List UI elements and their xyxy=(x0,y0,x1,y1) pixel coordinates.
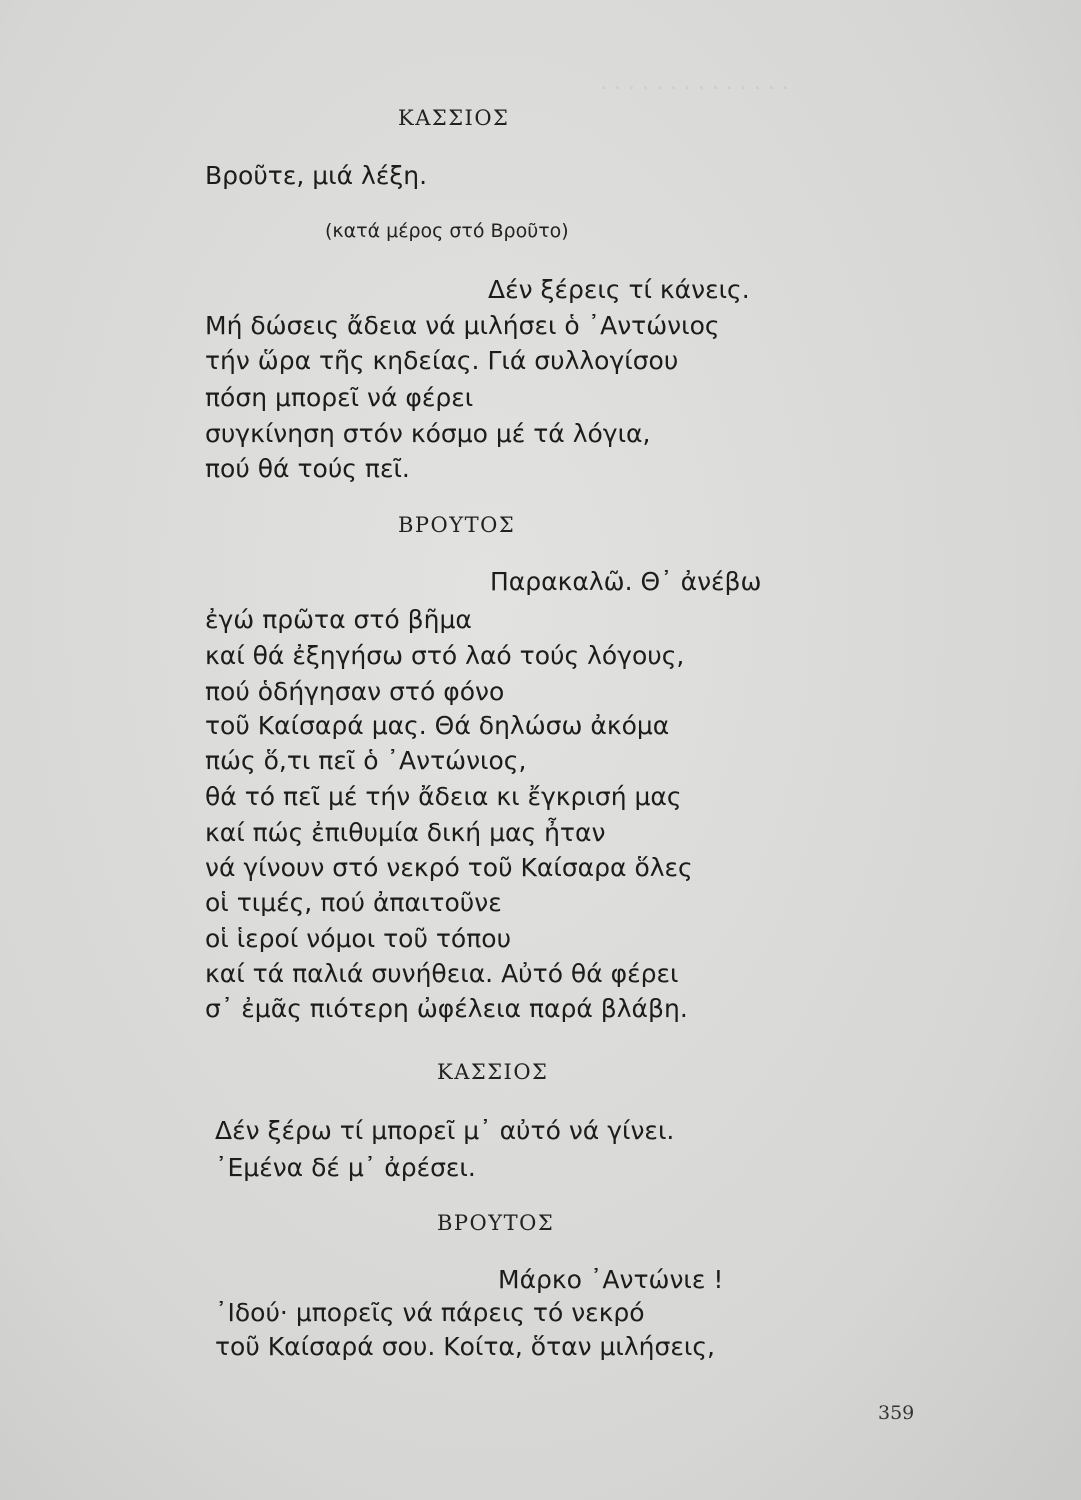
verse-line: ᾽Ιδού· μπορεῖς νά πάρεις τό νεκρό xyxy=(215,1298,645,1327)
speaker-brutus: ΒΡΟΥΤΟΣ xyxy=(398,513,516,537)
verse-line: Δέν ξέρω τί μπορεῖ μ᾽ αὐτό νά γίνει. xyxy=(215,1116,675,1145)
verse-line: θά τό πεῖ μέ τήν ἄδεια κι ἔγκρισή μας xyxy=(205,782,682,811)
verse-line: τοῦ Καίσαρά μας. Θά δηλώσω ἀκόμα xyxy=(205,711,670,740)
verse-line: πού θά τούς πεῖ. xyxy=(205,454,410,483)
verse-line: οἱ τιμές, πού ἀπαιτοῦνε xyxy=(205,888,502,917)
verse-line: οἱ ἱεροί νόμοι τοῦ τόπου xyxy=(205,924,512,953)
speaker-cassius: ΚΑΣΣΙΟΣ xyxy=(398,106,510,130)
speaker-cassius: ΚΑΣΣΙΟΣ xyxy=(437,1060,549,1084)
verse-line: πώς ὅ,τι πεῖ ὁ ᾽Αντώνιος, xyxy=(205,746,527,775)
verse-line: νά γίνουν στό νεκρό τοῦ Καίσαρα ὅλες xyxy=(205,853,693,882)
verse-line: πού ὁδήγησαν στό φόνο xyxy=(205,677,505,706)
verse-line: τοῦ Καίσαρά σου. Κοίτα, ὅταν μιλήσεις, xyxy=(215,1332,715,1361)
verse-line: ᾽Εμένα δέ μ᾽ ἀρέσει. xyxy=(215,1153,476,1182)
verse-line: Μή δώσεις ἄδεια νά μιλήσει ὁ ᾽Αντώνιος xyxy=(205,311,720,340)
verse-line: καί πώς ἐπιθυμία δική μας ἦταν xyxy=(205,818,606,847)
bleed-through-text: . . . . . . . . . . . . . . xyxy=(600,70,789,95)
verse-line: Δέν ξέρεις τί κάνεις. xyxy=(488,275,750,304)
verse-line: Μάρκο ᾽Αντώνιε ! xyxy=(498,1265,724,1294)
verse-line: Παρακαλῶ. Θ᾽ ἀνέβω xyxy=(490,567,762,596)
verse-line: ἐγώ πρῶτα στό βῆμα xyxy=(205,605,472,634)
verse-line: καί τά παλιά συνήθεια. Αὐτό θά φέρει xyxy=(205,959,679,988)
stage-direction: (κατά μέρος στό Βροῦτο) xyxy=(325,220,569,242)
verse-line: τήν ὥρα τῆς κηδείας. Γιά συλλογίσου xyxy=(205,346,679,375)
verse-line: πόση μπορεῖ νά φέρει xyxy=(205,383,474,412)
verse-line: σ᾽ ἐμᾶς πιότερη ὠφέλεια παρά βλάβη. xyxy=(205,994,688,1023)
speaker-brutus: ΒΡΟΥΤΟΣ xyxy=(437,1211,555,1235)
page-number: 359 xyxy=(878,1402,915,1424)
verse-line: καί θά ἐξηγήσω στό λαό τούς λόγους, xyxy=(205,641,685,670)
verse-line: Βροῦτε, μιά λέξη. xyxy=(205,161,428,190)
verse-line: συγκίνηση στόν κόσμο μέ τά λόγια, xyxy=(205,419,651,448)
